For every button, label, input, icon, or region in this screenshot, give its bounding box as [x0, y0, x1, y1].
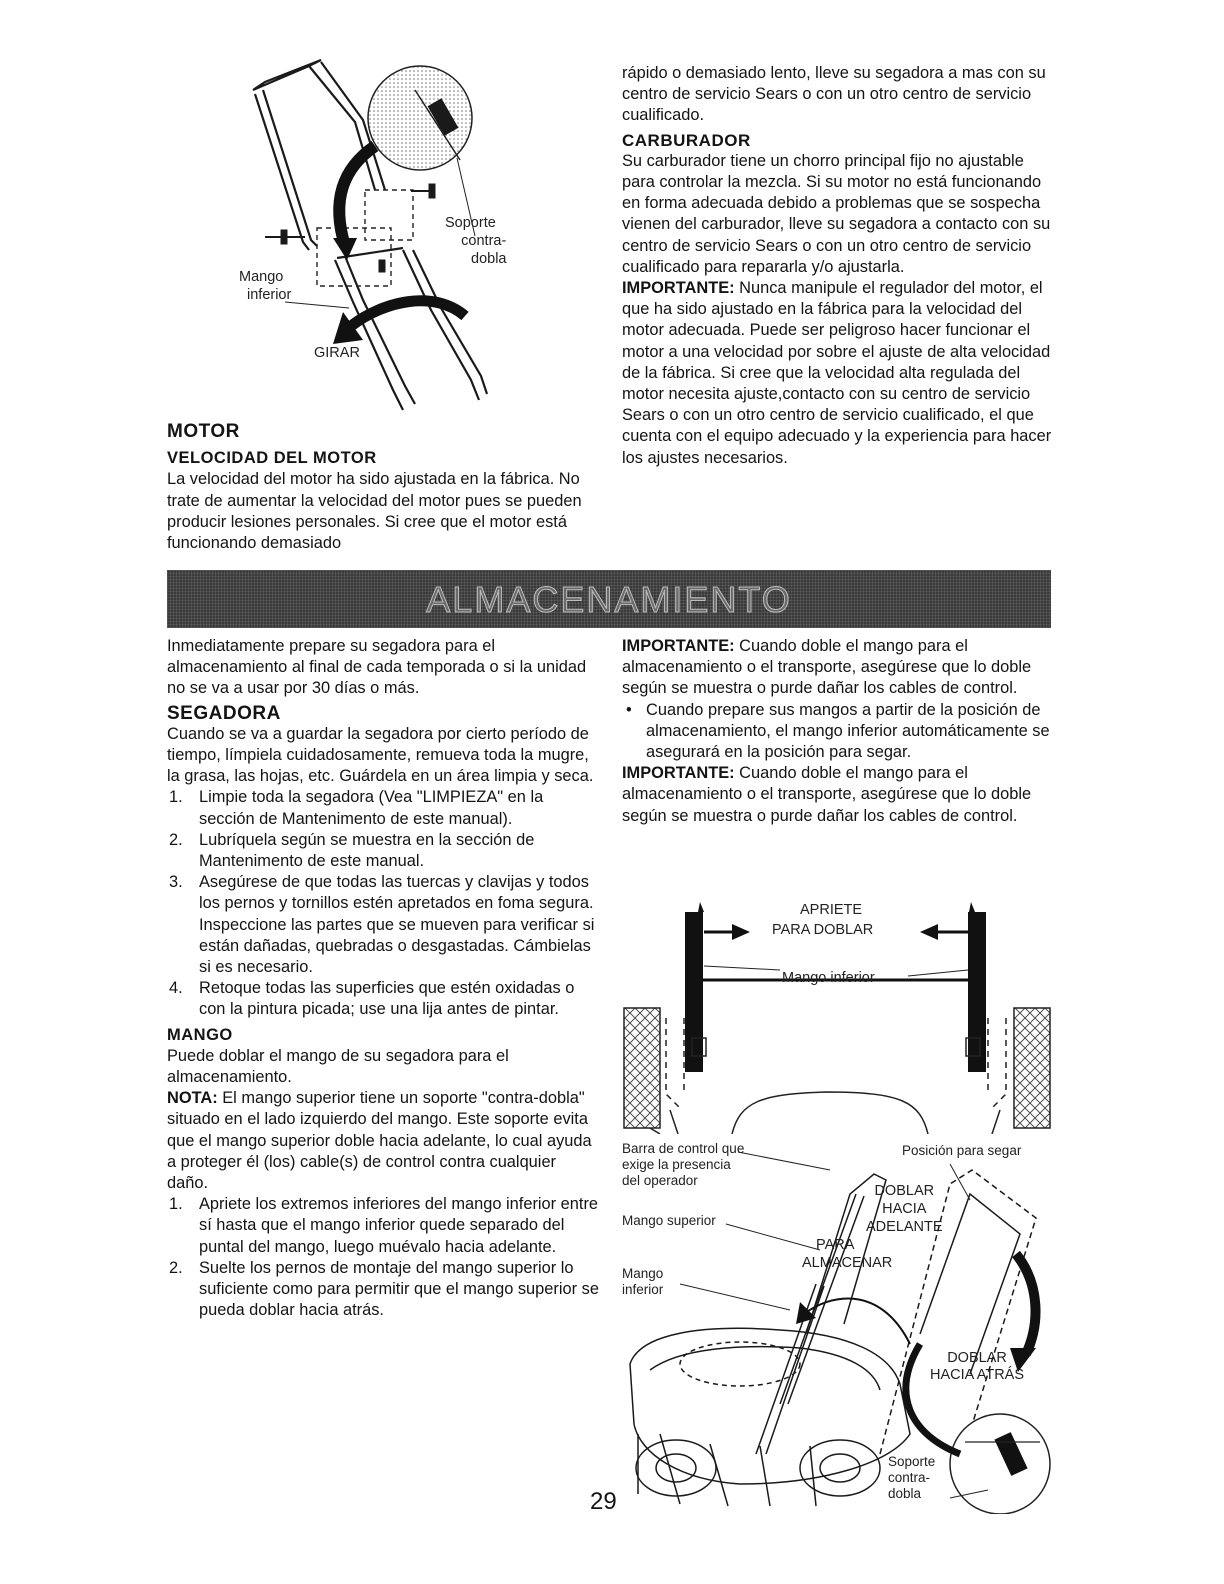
label-line: del operador [622, 1173, 698, 1188]
carburador-heading: CARBURADOR [622, 130, 751, 150]
velocidad-text: La velocidad del motor ha sido ajustada en la fábrica. No trate de aumentar la velocidad del motor pues se pueden producir lesiones personales. Si cree que el motor está funcionando demasiado [167, 470, 582, 553]
label-line: PARA [816, 1237, 855, 1253]
fold-illustration [620, 1134, 1054, 1514]
page-number: 29 [590, 1488, 617, 1515]
label-line: inferior [247, 287, 292, 303]
importante-doble-2 [622, 763, 1054, 827]
label-line: HACIA ATRÁS [930, 1367, 1025, 1383]
label-doblar-hacia-adelante [802, 1182, 943, 1272]
figure-handle-rotate [225, 50, 525, 420]
label-line: Mango [239, 269, 284, 285]
mango-text: Puede doblar el mango de su segadora para el almacenamiento. [167, 1046, 509, 1087]
label-mango-inferior: Mango inferior [782, 970, 875, 986]
list-item: • Cuando prepare sus mangos a partir de la posición de almacenamiento, el mango inferior automáticamente se asegurará en la posición para segar. [622, 700, 1054, 764]
storage-intro: Inmediatamente prepare su segadora para el almacenamiento al final de cada temporada o si la unidad no se va a usar por 30 días o más. [167, 637, 587, 698]
mango-heading: MANGO [167, 1025, 233, 1044]
motor-heading: MOTOR [167, 421, 240, 442]
list-item [167, 830, 599, 872]
step-number: 1. [169, 788, 183, 807]
segadora-heading: SEGADORA [167, 702, 281, 724]
label-line: contra- [888, 1470, 931, 1485]
label-posicion-para-segar: Posición para segar [902, 1143, 1022, 1158]
label-line: Barra de control que [622, 1141, 745, 1156]
segadora-text: Cuando se va a guardar la segadora por cierto período de tiempo, límpiela cuidadosamente, remueva toda la mugre, la grasa, las hojas, etc. Guárdela en un área limpia y seca. [167, 724, 594, 786]
storage-right-column [622, 636, 1054, 827]
step-text: Retoque todas las superficies que estén oxidadas o con la pintura picada; use una lija antes de pintar. [199, 979, 575, 1019]
motor-section [167, 421, 599, 554]
step-number: 3. [169, 873, 183, 892]
label-line: dobla [471, 251, 507, 267]
carburador-section [622, 63, 1054, 469]
label-mango-inferior [622, 1266, 663, 1298]
label-line: exige la presencia [622, 1157, 731, 1172]
velocidad-heading: VELOCIDAD DEL MOTOR [167, 449, 377, 468]
list-item [167, 787, 599, 829]
label-line: DOBLAR [947, 1350, 1007, 1366]
label-barra-de-control [622, 1141, 744, 1189]
importante-regulador-text: Nunca manipule el regulador del motor, el que ha sido ajustado en la fábrica para la velocidad del motor adecuada. Puede ser peligroso hacer funcionar el motor a una velocidad por sobre el ajuste de alta velocidad de la fábrica. Si cree que la velocidad alta regulada del motor necesita ajuste,contacto con su centro de servicio Sears o con un otro centro de servicio cualificado, el que cuenta con el equipo adecuado y la experiencia para hacer los ajustes necesarios. [622, 279, 1052, 467]
label-girar: GIRAR [314, 345, 360, 361]
label-line: contra- [461, 233, 507, 249]
nota-label: NOTA: [167, 1089, 218, 1108]
step-text: Apriete los extremos inferiores del mango inferior entre sí hasta que el mango inferior quede separado del puntal del mango, luego muévalo hacia adelante. [199, 1195, 599, 1256]
label-line: Soporte [445, 215, 496, 231]
nota-text: El mango superior tiene un soporte "contra-dobla" situado en el lado izquierdo del mango. Este soporte evita que el mango superior doble hacia adelante, lo cual ayuda a proteger él (los) cable(s) de control contra cualquier daño. [167, 1089, 592, 1193]
mango-bullets [622, 700, 1054, 764]
step-number: 1. [169, 1195, 183, 1214]
label-line: dobla [888, 1486, 922, 1501]
almacenamiento-banner [167, 570, 1051, 628]
step-text: Lubríquela según se muestra en la sección de Mantenimento de este manual. [199, 830, 535, 871]
storage-left-column [167, 636, 599, 1322]
label-soporte-contra-dobla [888, 1454, 935, 1502]
label-line: ADELANTE [866, 1219, 943, 1235]
label-line: DOBLAR [874, 1183, 935, 1199]
importante-doble-1 [622, 636, 1054, 700]
importante-regulador [622, 278, 1054, 469]
step-number: 4. [169, 979, 183, 998]
label-soporte-contra-dobla [445, 214, 506, 268]
importante-doble-1-text: Cuando doble el mango para el almacenamiento o el transporte, asegúrese que lo doble según se muestra o purde dañar los cables de control. [622, 637, 1032, 698]
importante-label: IMPORTANTE: [622, 279, 735, 298]
step-number: 2. [169, 1258, 183, 1277]
label-mango-inferior [239, 268, 291, 304]
step-text: Asegúrese de que todas las tuercas y clavijas y todos los pernos y tornillos estén apretados en foma segura. Inspeccione las partes que se mueven para verificar si están dañadas, quebradas o desgastadas. Cámbielas si es necesario. [199, 873, 595, 977]
label-line: ALMACENAR [802, 1255, 893, 1271]
step-text: Suelte los pernos de montaje del mango superior lo suficiente como para permitir que el mango superior se pueda doblar hacia atrás. [199, 1258, 599, 1320]
segadora-steps [167, 787, 599, 1020]
importante-doble-2-text: Cuando doble el mango para el almacenamiento o el transporte, asegúrese que lo doble según se muestra o purde dañar los cables de control. [622, 764, 1032, 825]
list-item [167, 1258, 599, 1322]
label-apriete: APRIETE [800, 902, 863, 918]
label-para-doblar: PARA DOBLAR [772, 922, 874, 938]
importante-label: IMPORTANTE: [622, 637, 735, 655]
list-item [167, 978, 599, 1020]
label-line: HACIA [882, 1201, 927, 1217]
mango-steps [167, 1194, 599, 1321]
banner-title: ALMACENAMIENTO [426, 579, 792, 620]
label-mango-superior: Mango superior [622, 1213, 716, 1228]
label-line: inferior [622, 1282, 664, 1297]
label-line: Soporte [888, 1454, 936, 1469]
nota [167, 1088, 599, 1194]
step-text: Limpie toda la segadora (Vea "LIMPIEZA" en la sección de Mantenimento de este manual). [199, 788, 544, 828]
carburador-text: Su carburador tiene un chorro principal fijo no ajustable para controlar la mezcla. Si su motor no está funcionando en forma adecuada debido a problemas que se sospecha vienen del carburador, lleve su segadora a contacto con su centro de servicio Sears o con un otro centro de servicio cualificado para repararla y/o ajustarla. [622, 151, 1051, 276]
label-doblar-hacia-atras [930, 1350, 1024, 1384]
motor-continued-text: rápido o demasiado lento, lleve su segadora a mas con su centro de servicio Sears o con un otro centro de servicio cualificado. [622, 64, 1046, 125]
list-item [167, 1194, 599, 1258]
step-number: 2. [169, 830, 183, 849]
list-item [167, 872, 599, 978]
label-line: Mango [622, 1266, 664, 1281]
figure-fold-handle [620, 1134, 1054, 1514]
figure-squeeze-handle [620, 898, 1054, 1134]
importante-label: IMPORTANTE: [622, 764, 735, 783]
